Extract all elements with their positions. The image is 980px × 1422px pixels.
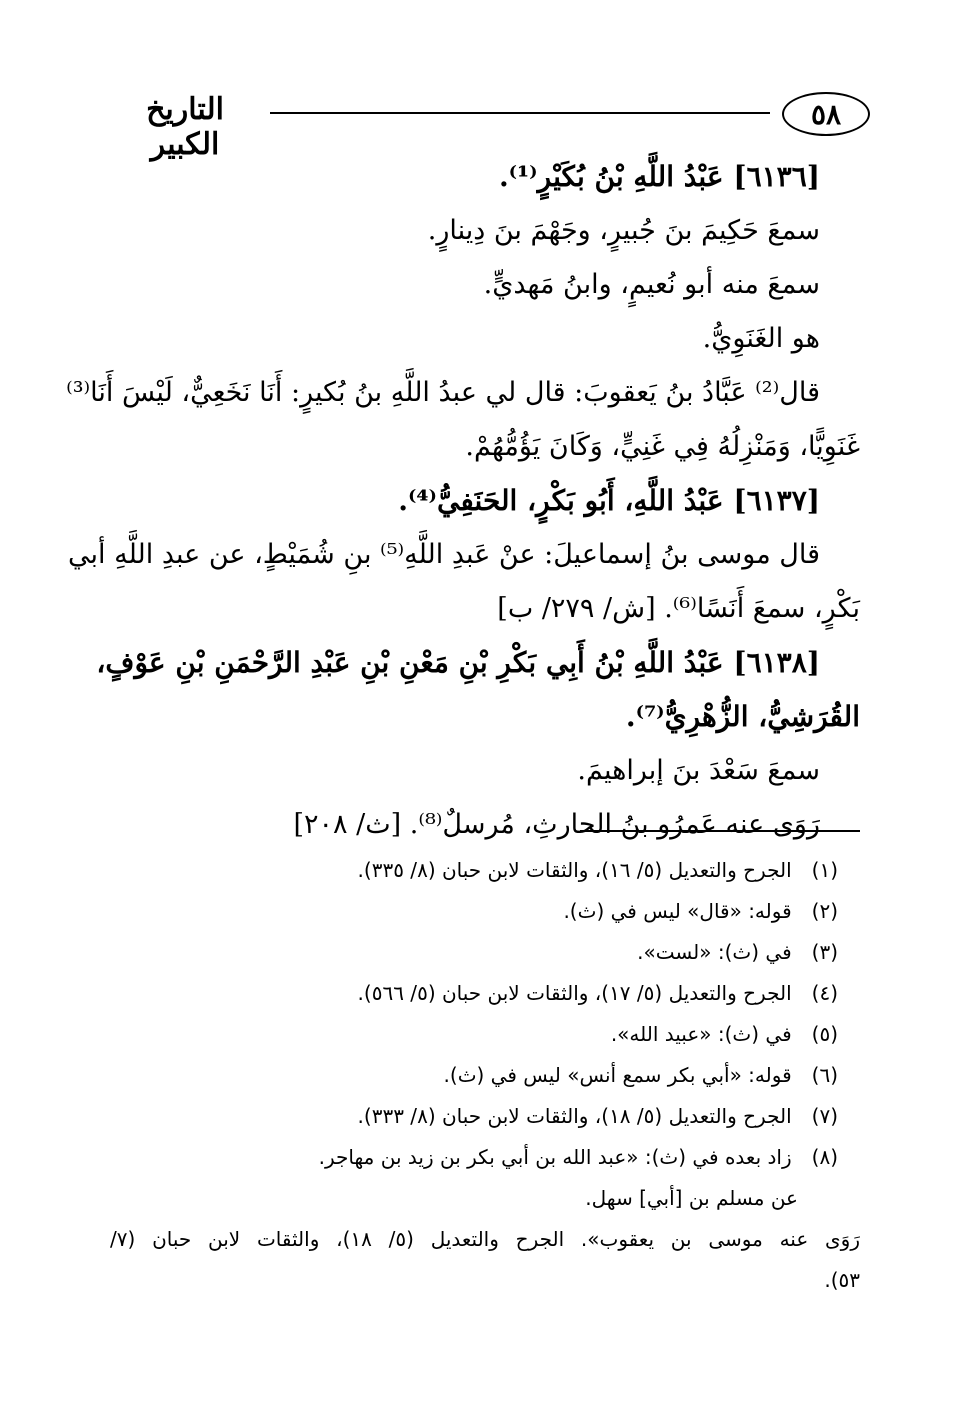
footnote xyxy=(110,1137,860,1178)
page-number: ٥٨ xyxy=(782,92,870,136)
footnote-text: قوله: «أبي بكر سمع أنس» ليس في (ث). xyxy=(443,1063,792,1087)
text-line: بَكْرٍ، سمعَ أَنَسًا⁽⁶⁾. [ش/ ٢٧٩/ ب] xyxy=(497,593,860,624)
footnote xyxy=(110,1055,860,1096)
text-line: قال موسى بنُ إسماعيلَ: عنْ عَبدِ اللَّهِ⁽⁵⁾ بنِ شُمَيْطٍ، عن عبدِ اللَّهِ أبي xyxy=(68,539,820,570)
page-header xyxy=(110,92,870,162)
footnote-continuation: عن مسلم بن [أبي] سهل. xyxy=(585,1186,798,1210)
entry-6137-heading: [٦١٣٧] عَبْدُ اللَّهِ، أَبُو بَكْرٍ، الحَنَفِيُّ⁽⁴⁾. xyxy=(398,484,820,517)
footnote xyxy=(110,1096,860,1137)
book-title: التاريخ الكبير xyxy=(146,92,224,162)
footnote-text: الجرح والتعديل (٥/ ١٧)، والثقات لابن حبان (٥/ ٥٦٦). xyxy=(357,981,792,1005)
footnote-text: الجرح والتعديل (٥/ ١٦)، والثقات لابن حبان (٨/ ٣٣٥). xyxy=(357,858,792,882)
text-line: قال⁽²⁾ عَبَّادُ بنُ يَعقوبَ: قال لي عبدُ اللَّهِ بنُ بُكيرٍ: أَنَا نَخَعِيٌّ، لَيْسَ أَنَا⁽³⁾ xyxy=(66,377,820,408)
footnote-divider xyxy=(580,830,860,832)
footnote xyxy=(110,850,860,891)
entry-6136-heading: [٦١٣٦] عَبْدُ اللَّهِ بْنُ بُكَيْرٍ⁽¹⁾. xyxy=(498,160,820,193)
header-rule xyxy=(270,112,770,114)
entry-6138-heading: [٦١٣٨] عَبْدُ اللَّهِ بْنُ أَبِي بَكْرِ بْنِ مَعْنِ بْنِ عَبْدِ الرَّحْمَنِ بْنِ عَوْفٍ، xyxy=(96,646,820,679)
text-line: سمعَ منه أبو نُعيمٍ، وابنُ مَهديٍّ. xyxy=(483,269,820,300)
entry-6138-heading-cont: القُرَشِيُّ، الزُّهْرِيُّ⁽⁷⁾. xyxy=(625,700,860,733)
footnote xyxy=(110,932,860,973)
footnote-number: (٨) xyxy=(811,1145,838,1169)
text-line: سمعَ سَعْدَ بنَ إبراهيمَ. xyxy=(577,755,820,786)
footnote-number: (٥) xyxy=(811,1022,838,1046)
main-text xyxy=(66,150,860,852)
text-line: سمعَ حَكِيمَ بنَ جُبيرٍ، وجَهْمَ بنَ دِينارٍ. xyxy=(427,215,820,246)
footnote-number: (٧) xyxy=(811,1104,838,1128)
footnote-text: في (ث): «عبيد الله». xyxy=(610,1022,792,1046)
footnote-number: (٤) xyxy=(811,981,838,1005)
footnote-text: الجرح والتعديل (٥/ ١٨)، والثقات لابن حبان (٨/ ٣٣٣). xyxy=(357,1104,792,1128)
footnote xyxy=(110,1014,860,1055)
footnote-number: (٢) xyxy=(811,899,838,923)
footnote-text: زاد بعده في (ث): «عبد الله بن أبي بكر بن زيد بن مهاجر. xyxy=(318,1145,792,1169)
footnote-number: (٦) xyxy=(811,1063,838,1087)
footnotes xyxy=(110,850,860,1301)
footnote-number: (٣) xyxy=(811,940,838,964)
footnote-text: في (ث): «لست». xyxy=(637,940,792,964)
footnote xyxy=(110,891,860,932)
footnote-text: قوله: «قال» ليس في (ث). xyxy=(563,899,792,923)
footnote-continuation: ٥٣). xyxy=(824,1268,860,1292)
text-line: رَوَى عنه عَمرُو بنُ الحارثِ، مُرسلٌ⁽⁸⁾. [ث/ ٢٠٨] xyxy=(293,809,820,840)
footnote-continuation: رَوَى عنه موسى بن يعقوب». الجرح والتعديل (٥/ ١٨)، والثقات لابن حبان (٧/ xyxy=(110,1227,860,1251)
footnote xyxy=(110,973,860,1014)
text-line: هو الغَنَوِيُّ. xyxy=(702,323,820,354)
text-line: غَنَوِيًّا، وَمَنْزِلُهُ فِي غَنِيٍّ، وَكَانَ يَؤُمُّهُمْ. xyxy=(465,431,860,462)
footnote-number: (١) xyxy=(811,858,838,882)
